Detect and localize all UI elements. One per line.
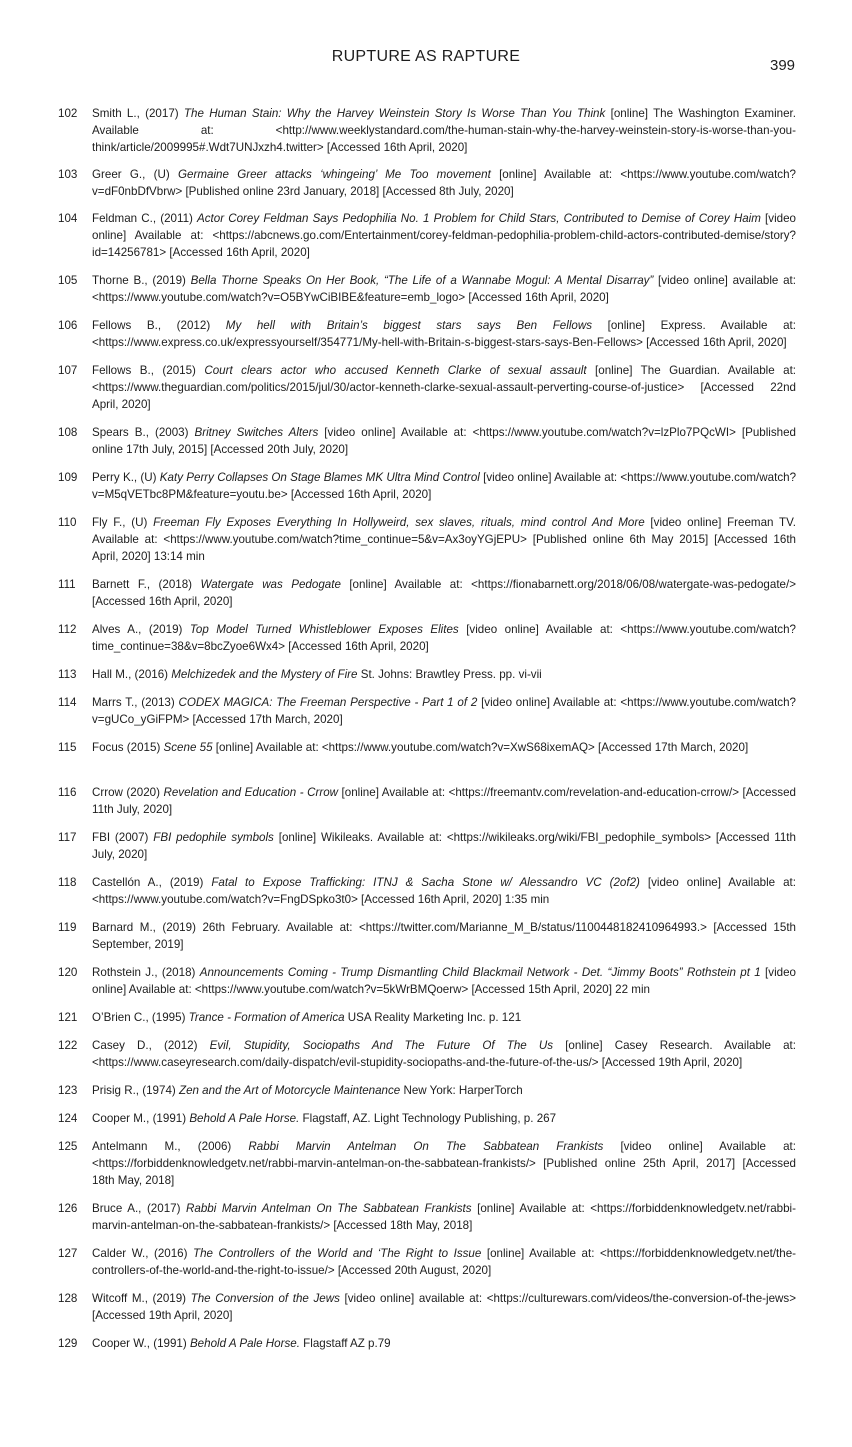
endnote	[58, 874, 796, 908]
endnote-author: Smith L., (2017)	[92, 107, 184, 120]
endnote-number: 118	[58, 876, 77, 889]
endnote-author: Witcoff M., (2019)	[92, 1292, 191, 1305]
endnote	[58, 105, 796, 156]
endnote-author: Greer G., (U)	[92, 168, 179, 181]
endnote	[58, 210, 796, 261]
endnote-title: Revelation and Education - Crrow	[163, 786, 339, 799]
endnote-author: Casey D., (2012)	[92, 1039, 210, 1052]
endnote	[58, 469, 796, 503]
endnote	[58, 621, 796, 655]
endnote-author: Perry K., (U)	[92, 471, 160, 484]
endnote-author: Focus (2015)	[92, 741, 164, 754]
endnote-author: Barnard M., (2019) 26th February. Available at: <https://twitter.com/Marianne_M_B/status/1100448182410964993.> [Accessed 15th September, 2019]	[92, 921, 796, 951]
endnote-details: [video online] Available at: <https://www.youtube.com/watch?v=FngDSpko3t0> [Accessed 16th April, 2020] 1:35 min	[92, 876, 796, 906]
endnote	[58, 739, 796, 756]
endnote-number: 119	[58, 921, 77, 934]
endnote-title: Behold A Pale Horse.	[189, 1337, 300, 1350]
endnote-number: 102	[58, 107, 78, 120]
endnote-title: Trance - Formation of America	[188, 1011, 345, 1024]
endnote-title: The Conversion of the Jews	[190, 1292, 340, 1305]
endnote-author: Antelmann M., (2006)	[92, 1140, 249, 1153]
endnote-number: 116	[58, 786, 77, 799]
endnote-title: Announcements Coming - Trump Dismantling Child Blackmail Network - Det. “Jimmy Boots” Rothstein pt 1	[199, 966, 761, 979]
endnote-author: Cooper M., (1991)	[92, 1112, 190, 1125]
endnote-number: 115	[58, 741, 77, 754]
endnote-details: USA Reality Marketing Inc. p. 121	[344, 1011, 522, 1024]
endnote-title: Top Model Turned Whistleblower Exposes Elites	[189, 623, 459, 636]
endnote-details: [video online] Available at: <https://abcnews.go.com/Entertainment/corey-feldman-pedophilia-problem-child-actors-contributed-demise/story?id=14256781> [Accessed 16th April, 2020]	[92, 212, 796, 259]
endnote-details: [video online] Available at: <https://www.youtube.com/watch?v=lzPlo7PQcWI> [Published online 17th July, 2015] [Accessed 20th July, 2020]	[92, 426, 797, 456]
endnote-number: 117	[58, 831, 77, 844]
endnote-number: 121	[58, 1011, 78, 1024]
endnote-details: Flagstaff AZ p.79	[299, 1337, 391, 1350]
endnote-title: Rabbi Marvin Antelman On The Sabbatean Frankists	[248, 1140, 604, 1153]
endnote-details: [online] Available at: <https://www.youtube.com/watch?v=XwS68ixemAQ> [Accessed 17th March, 2020]	[212, 741, 749, 754]
endnote	[58, 919, 796, 953]
endnote-details: St. Johns: Brawtley Press. pp. vi-vii	[357, 668, 542, 681]
endnote-number: 103	[58, 168, 78, 181]
endnote-number: 128	[58, 1292, 78, 1305]
endnote-title: Britney Switches Alters	[194, 426, 319, 439]
endnote-details: [video online] Available at: <https://www.youtube.com/watch?v=5kWrBMQoerw> [Accessed 15th April, 2020] 22 min	[92, 966, 796, 996]
page-number: 399	[770, 57, 796, 74]
endnote-details: [online] Casey Research. Available at: <https://www.caseyresearch.com/daily-dispatch/evil-stupidity-sociopaths-and-the-future-of-the-us/> [Accessed 19th April, 2020]	[92, 1039, 796, 1069]
endnote-number: 106	[58, 319, 78, 332]
endnote	[58, 1335, 796, 1352]
endnote-title: Fatal to Expose Trafficking: ITNJ & Sacha Stone w/ Alessandro VC (2of2)	[211, 876, 640, 889]
endnote-author: Alves A., (2019)	[92, 623, 190, 636]
endnote-number: 125	[58, 1140, 78, 1153]
endnote-author: Rothstein J., (2018)	[92, 966, 200, 979]
endnote-details: New York: HarperTorch	[400, 1084, 523, 1097]
endnote-title: FBI pedophile symbols	[153, 831, 274, 844]
endnote-details: [online] The Guardian. Available at: <https://www.theguardian.com/politics/2015/jul/30/actor-kenneth-clarke-sexual-assault-perverting-course-of-justice> [Accessed 22nd April, 2020]	[92, 364, 797, 411]
endnote	[58, 666, 796, 683]
endnote-author: Barnett F., (2018)	[92, 578, 201, 591]
endnote	[58, 1200, 796, 1234]
endnote-number: 127	[58, 1247, 78, 1260]
endnote-author: Spears B., (2003)	[92, 426, 195, 439]
endnote-title: Rabbi Marvin Antelman On The Sabbatean Frankists	[186, 1202, 472, 1215]
endnote	[58, 1037, 796, 1071]
endnote	[58, 514, 796, 565]
endnote-title: Germaine Greer attacks ‘whingeing’ Me Too movement	[178, 168, 491, 181]
endnote-title: Melchizedek and the Mystery of Fire	[171, 668, 358, 681]
endnote-author: Prisig R., (1974)	[92, 1084, 179, 1097]
endnote	[58, 1110, 796, 1127]
endnote-author: Calder W., (2016)	[92, 1247, 194, 1260]
endnote-number: 111	[58, 578, 76, 591]
endnote-author: Thorne B., (2019)	[92, 274, 191, 287]
endnote-title: Freeman Fly Exposes Everything In Hollyweird, sex slaves, rituals, mind control And More	[153, 516, 645, 529]
endnote	[58, 166, 796, 200]
endnote-title: CODEX MAGICA: The Freeman Perspective - Part 1 of 2	[178, 696, 478, 709]
endnote-details: [online] Available at: <https://forbiddenknowledgetv.net/rabbi-marvin-antelman-on-the-sabbatean-frankists/> [Accessed 18th May, 2018]	[92, 1202, 796, 1232]
endnote-number: 104	[58, 212, 78, 225]
endnote	[58, 362, 796, 413]
endnote-author: Bruce A., (2017)	[92, 1202, 187, 1215]
endnote	[58, 784, 796, 818]
endnote-details: [online] Available at: <https://www.youtube.com/watch?v=dF0nbDfVbrw> [Published online 23rd January, 2018] [Accessed 8th July, 2020]	[92, 168, 796, 198]
endnote-number: 113	[58, 668, 77, 681]
endnote-number: 105	[58, 274, 78, 287]
endnote	[58, 694, 796, 728]
endnote-number: 112	[58, 623, 77, 636]
endnote-author: Fly F., (U)	[92, 516, 154, 529]
endnote-number: 108	[58, 426, 78, 439]
endnote-author: Marrs T., (2013)	[92, 696, 179, 709]
endnote-title: Watergate was Pedogate	[200, 578, 341, 591]
endnote-title: Scene 55	[163, 741, 213, 754]
endnote	[58, 424, 796, 458]
endnote-number: 129	[58, 1337, 78, 1350]
endnote-title: Court clears actor who accused Kenneth Clarke of sexual assault	[204, 364, 587, 377]
endnote-number: 123	[58, 1084, 78, 1097]
endnote	[58, 1245, 796, 1279]
endnote-details: [video online] available at: <https://culturewars.com/videos/the-conversion-of-the-jews> [Accessed 19th April, 2020]	[92, 1292, 796, 1322]
running-head: RUPTURE AS RAPTURE	[331, 48, 521, 65]
endnote-details: Flagstaff, AZ. Light Technology Publishing, p. 267	[299, 1112, 557, 1125]
endnote-title: Evil, Stupidity, Sociopaths And The Future Of The Us	[209, 1039, 554, 1052]
endnote-title: Katy Perry Collapses On Stage Blames MK Ultra Mind Control	[159, 471, 480, 484]
endnote-title: Actor Corey Feldman Says Pedophilia No. 1 Problem for Child Stars, Contributed to Demise of Corey Haim	[197, 212, 761, 225]
endnote	[58, 1082, 796, 1099]
endnote-title: My hell with Britain’s biggest stars says Ben Fellows	[225, 319, 593, 332]
endnote-details: [video online] Available at: <https://www.youtube.com/watch?v=M5qVETbc8PM&feature=youtu.be> [Accessed 16th April, 2020]	[92, 471, 797, 501]
endnote-author: Fellows B., (2012)	[92, 319, 226, 332]
endnote-details: [video online] Available at: <https://forbiddenknowledgetv.net/rabbi-marvin-antelman-on-the-sabbatean-frankists/> [Published online 25th April, 2017] [Accessed 18th May, 2018]	[92, 1140, 796, 1187]
endnote	[58, 317, 796, 351]
endnote-title: The Controllers of the World and ‘The Right to Issue	[193, 1247, 482, 1260]
endnote-details: [online] The Washington Examiner. Available at: <http://www.weeklystandard.com/the-human-stain-why-the-harvey-weinstein-story-is-worse-than-you-think/article/2009995#.Wdt7UNJxzh4.twitter> [Accessed 16th April, 2020]	[92, 107, 796, 154]
endnote-author: Cooper W., (1991)	[92, 1337, 190, 1350]
endnote-author: O’Brien C., (1995)	[92, 1011, 189, 1024]
endnote	[58, 829, 796, 863]
endnote-title: Bella Thorne Speaks On Her Book, “The Life of a Wannabe Mogul: A Mental Disarray”	[190, 274, 654, 287]
endnote-details: [video online] Available at: <https://www.youtube.com/watch?v=gUCo_yGiFPM> [Accessed 17th March, 2020]	[92, 696, 796, 726]
endnote-author: FBI (2007)	[92, 831, 154, 844]
endnote	[58, 1009, 796, 1026]
endnote-author: Fellows B., (2015)	[92, 364, 205, 377]
endnote-number: 109	[58, 471, 78, 484]
endnote-title: Zen and the Art of Motorcycle Maintenance	[178, 1084, 401, 1097]
endnote	[58, 1138, 796, 1189]
endnote-author: Crrow (2020)	[92, 786, 164, 799]
endnote-details: [video online] Available at: <https://www.youtube.com/watch?time_continue=38&v=8bcZyoe6Wx4> [Accessed 16th April, 2020]	[92, 623, 796, 653]
endnote	[58, 1290, 796, 1324]
endnote-number: 126	[58, 1202, 78, 1215]
endnote-number: 110	[58, 516, 77, 529]
endnote-author: Feldman C., (2011)	[92, 212, 198, 225]
endnote	[58, 964, 796, 998]
endnote-author: Hall M., (2016)	[92, 668, 172, 681]
endnote-details: [video online] Freeman TV. Available at: <https://www.youtube.com/watch?time_continue=5&v=Ax3oyYGjEPU> [Published online 6th May 2015] [Accessed 16th April, 2020] 13:14 min	[92, 516, 797, 563]
endnote-author: Castellón A., (2019)	[92, 876, 212, 889]
endnote-number: 107	[58, 364, 78, 377]
endnote-details: [online] Available at: <https://forbiddenknowledgetv.net/the-controllers-of-the-world-and-the-right-to-issue/> [Accessed 20th August, 2020]	[92, 1247, 796, 1277]
endnote	[58, 272, 796, 306]
endnote-title: The Human Stain: Why the Harvey Weinstein Story Is Worse Than You Think	[183, 107, 606, 120]
endnote-details: [online] Wikileaks. Available at: <https://wikileaks.org/wiki/FBI_pedophile_symbols> [Accessed 11th July, 2020]	[92, 831, 796, 861]
endnote-number: 120	[58, 966, 78, 979]
endnote-details: [online] Available at: <https://fionabarnett.org/2018/06/08/watergate-was-pedogate/> [Accessed 16th April, 2020]	[92, 578, 796, 608]
endnote-number: 122	[58, 1039, 78, 1052]
endnote-details: [online] Available at: <https://freemantv.com/revelation-and-education-crrow/> [Accessed 11th July, 2020]	[92, 786, 796, 816]
endnote-details: [video online] available at: <https://www.youtube.com/watch?v=O5BYwCiBIBE&feature=emb_logo> [Accessed 16th April, 2020]	[92, 274, 796, 304]
endnote-title: Behold A Pale Horse.	[189, 1112, 300, 1125]
endnote	[58, 576, 796, 610]
endnote-details: [online] Express. Available at: <https://www.express.co.uk/expressyourself/354771/My-hell-with-Britain-s-biggest-stars-says-Ben-Fellows> [Accessed 16th April, 2020]	[92, 319, 796, 349]
endnote-number: 124	[58, 1112, 78, 1125]
endnote-number: 114	[58, 696, 77, 709]
